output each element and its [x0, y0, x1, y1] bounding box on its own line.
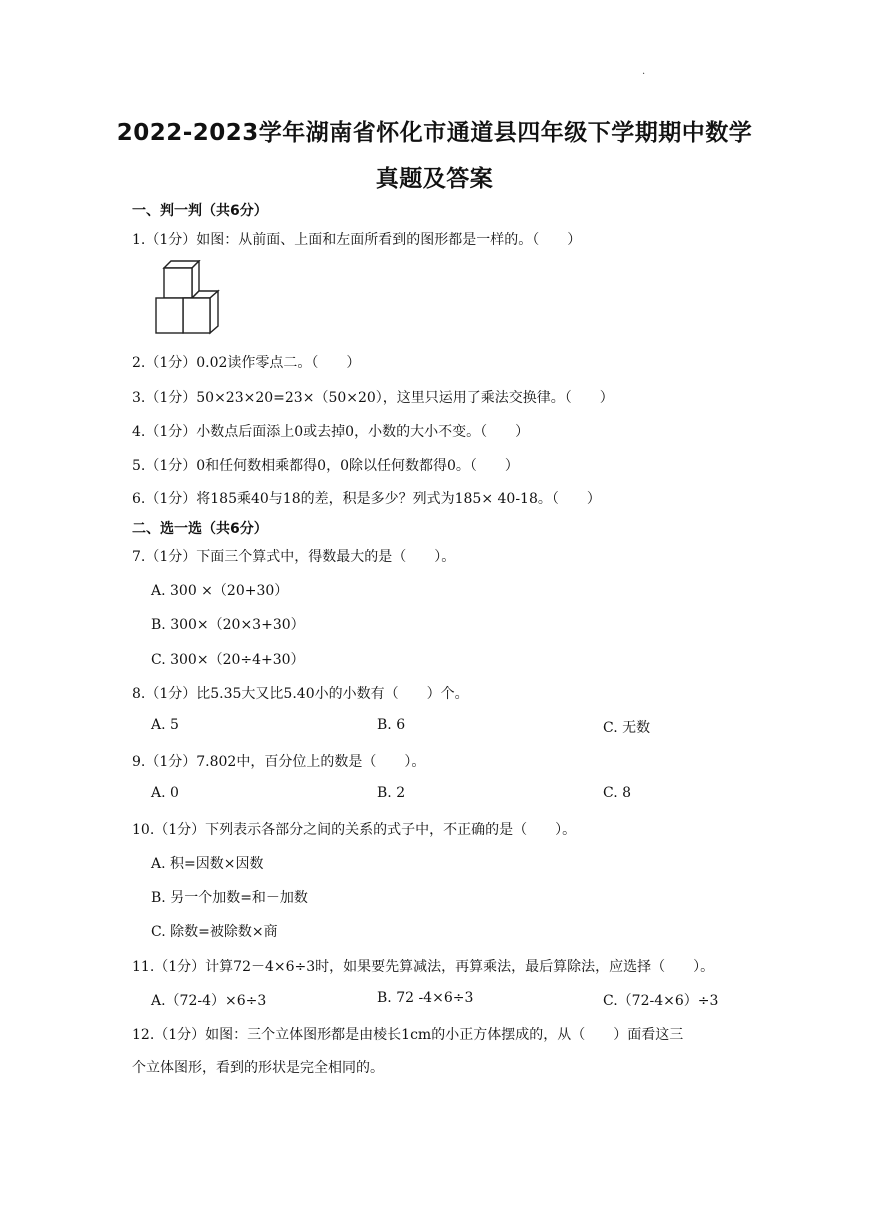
question-10-option-b: B. 另一个加数=和－加数 — [151, 890, 308, 906]
question-10: 10.（1分）下列表示各部分之间的关系的式子中，不正确的是（ ）。 — [132, 822, 577, 838]
question-9: 9.（1分）7.802中，百分位上的数是（ ）。 — [132, 754, 426, 770]
question-3: 3.（1分）50×23×20=23×（50×20），这里只运用了乘法交换律。（ ） — [132, 390, 614, 406]
question-8-option-a: A. 5 — [151, 717, 179, 733]
question-8: 8.（1分）比5.35大又比5.40小的小数有（ ）个。 — [132, 686, 469, 702]
question-2: 2.（1分）0.02读作零点二。（ ） — [132, 355, 361, 371]
cube-stack-figure — [152, 260, 222, 336]
question-1: 1.（1分）如图：从前面、上面和左面所看到的图形都是一样的。（ ） — [132, 232, 582, 248]
question-12-continued: 个立体图形，看到的形状是完全相同的。 — [132, 1060, 384, 1076]
question-7-option-b: B. 300×（20×3+30） — [151, 617, 305, 633]
question-11-option-c: C.（72-4×6）÷3 — [603, 993, 719, 1009]
page-title-line2: 真题及答案 — [375, 166, 494, 192]
question-12: 12.（1分）如图：三个立体图形都是由棱长1cm的小正方体摆成的，从（ ）面看这三 — [132, 1027, 684, 1043]
question-7: 7.（1分）下面三个算式中，得数最大的是（ ）。 — [132, 549, 456, 565]
question-9-option-c: C. 8 — [603, 785, 632, 801]
question-11: 11.（1分）计算72－4×6÷3时，如果要先算减法，再算乘法，最后算除法，应选择（ ）。 — [132, 959, 715, 975]
question-8-option-b: B. 6 — [377, 717, 406, 733]
question-9-option-b: B. 2 — [377, 785, 406, 801]
question-11-option-a: A.（72-4）×6÷3 — [151, 993, 267, 1009]
question-8-option-c: C. 无数 — [603, 720, 651, 736]
question-9-option-a: A. 0 — [151, 785, 179, 801]
section-heading-choose: 二、选一选（共6分） — [132, 521, 268, 537]
question-10-option-c: C. 除数=被除数×商 — [151, 924, 278, 940]
question-5: 5.（1分）0和任何数相乘都得0，0除以任何数都得0。（ ） — [132, 458, 519, 474]
question-7-option-c: C. 300×（20÷4+30） — [151, 652, 305, 668]
page-title: 2022-2023学年湖南省怀化市通道县四年级下学期期中数学 — [116, 120, 753, 146]
question-11-option-b: B. 72 -4×6÷3 — [377, 990, 474, 1006]
question-7-option-a: A. 300 ×（20+30） — [151, 583, 289, 599]
question-6: 6.（1分）将185乘40与18的差，积是多少？列式为185× 40-18。（ ） — [132, 491, 601, 507]
question-10-option-a: A. 积=因数×因数 — [151, 856, 264, 872]
section-heading-judge: 一、判一判（共6分） — [132, 203, 268, 219]
header-dot: . — [642, 66, 646, 77]
question-4: 4.（1分）小数点后面添上0或去掉0，小数的大小不变。（ ） — [132, 424, 530, 440]
